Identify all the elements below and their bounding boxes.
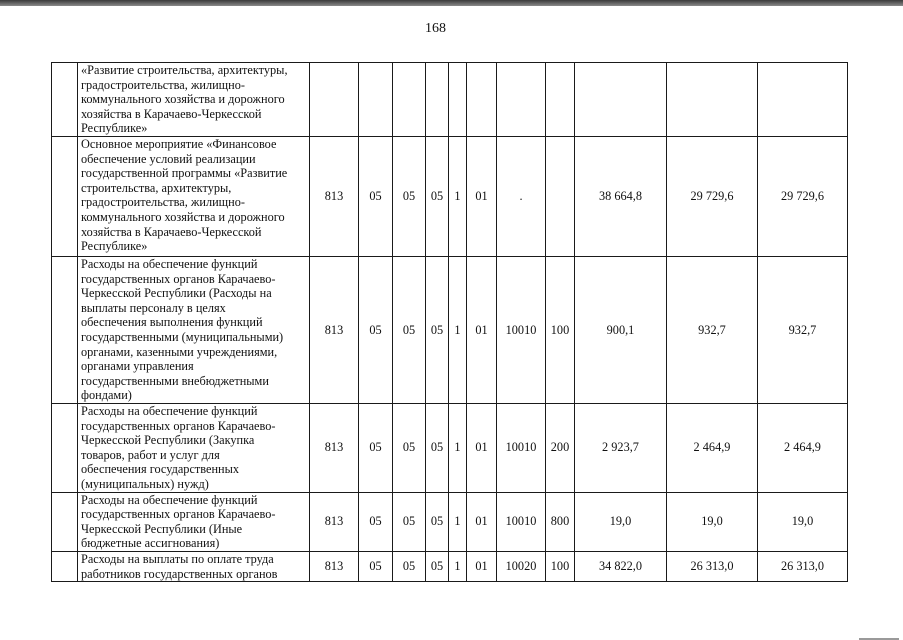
cell-amount-year-3: 2 464,9	[758, 403, 848, 492]
cell-expense-direction	[497, 63, 546, 137]
cell-gov-code	[310, 63, 359, 137]
cell-expense-type: 200	[546, 403, 575, 492]
table-row	[52, 136, 848, 256]
cell-amount-year-1: 900,1	[575, 256, 667, 403]
cell-section: 05	[359, 136, 393, 256]
cell-section: 05	[359, 256, 393, 403]
cell-event: 01	[467, 136, 497, 256]
cell-expense-direction: 10020	[497, 551, 546, 581]
cell-event: 01	[467, 403, 497, 492]
cell-amount-year-2: 19,0	[667, 492, 758, 551]
cell-amount-year-1: 2 923,7	[575, 403, 667, 492]
table-row	[52, 551, 848, 581]
cell-section: 05	[359, 551, 393, 581]
row-index-cell	[52, 256, 78, 403]
cell-program	[426, 63, 449, 137]
cell-subsection: 05	[393, 492, 426, 551]
cell-gov-code: 813	[310, 136, 359, 256]
row-name-cell: Основное мероприятие «Финансовое обеспечение условий реализации государственной программы «Развитие строительства, архитектуры, градостроительства, жилищно- коммунального хозяйства и дорожного хозяйства в Карачаево-Черкесской Республике»	[78, 136, 310, 256]
row-index-cell	[52, 492, 78, 551]
cell-expense-type	[546, 63, 575, 137]
cell-subsection: 05	[393, 136, 426, 256]
row-name-cell: Расходы на обеспечение функций государственных органов Карачаево- Черкесской Республики (Иные бюджетные ассигнования)	[78, 492, 310, 551]
cell-program: 05	[426, 136, 449, 256]
row-index-cell	[52, 551, 78, 581]
cell-amount-year-2: 26 313,0	[667, 551, 758, 581]
row-name-cell: Расходы на обеспечение функций государственных органов Карачаево- Черкесской Республики (Расходы на выплаты персоналу в целях обеспечения выполнения функций государственными (муниципальными) органами, казенными учреждениями, органами управления государственными внебюджетными фондами)	[78, 256, 310, 403]
cell-gov-code: 813	[310, 403, 359, 492]
cell-amount-year-3: 932,7	[758, 256, 848, 403]
cell-subsection: 05	[393, 551, 426, 581]
cell-amount-year-2: 932,7	[667, 256, 758, 403]
cell-subprogram: 1	[449, 136, 467, 256]
table-row	[52, 63, 848, 137]
cell-expense-direction: 10010	[497, 492, 546, 551]
cell-program: 05	[426, 551, 449, 581]
cell-program: 05	[426, 492, 449, 551]
cell-amount-year-1: 34 822,0	[575, 551, 667, 581]
cell-amount-year-2: 2 464,9	[667, 403, 758, 492]
row-index-cell	[52, 136, 78, 256]
cell-section: 05	[359, 403, 393, 492]
cell-amount-year-3: 19,0	[758, 492, 848, 551]
cell-amount-year-3: 29 729,6	[758, 136, 848, 256]
cell-program: 05	[426, 403, 449, 492]
cell-subsection: 05	[393, 403, 426, 492]
cell-expense-direction: .	[497, 136, 546, 256]
cell-amount-year-2: 29 729,6	[667, 136, 758, 256]
cell-subsection	[393, 63, 426, 137]
row-index-cell	[52, 63, 78, 137]
cell-expense-type: 100	[546, 256, 575, 403]
cell-amount-year-3: 26 313,0	[758, 551, 848, 581]
cell-amount-year-3	[758, 63, 848, 137]
cell-gov-code: 813	[310, 492, 359, 551]
cell-amount-year-1: 19,0	[575, 492, 667, 551]
cell-section: 05	[359, 492, 393, 551]
cell-subprogram: 1	[449, 403, 467, 492]
cell-event: 01	[467, 551, 497, 581]
cell-amount-year-1: 38 664,8	[575, 136, 667, 256]
cell-subprogram: 1	[449, 256, 467, 403]
row-name-cell: «Развитие строительства, архитектуры, градостроительства, жилищно- коммунального хозяйства и дорожного хозяйства в Карачаево-Черкесской Республике»	[78, 63, 310, 137]
row-index-cell	[52, 403, 78, 492]
scan-top-edge	[0, 0, 903, 6]
cell-amount-year-2	[667, 63, 758, 137]
cell-event	[467, 63, 497, 137]
cell-subprogram	[449, 63, 467, 137]
page-number: 168	[425, 21, 446, 36]
table-row	[52, 492, 848, 551]
cell-event: 01	[467, 256, 497, 403]
cell-expense-direction: 10010	[497, 256, 546, 403]
table-row	[52, 256, 848, 403]
table-row	[52, 403, 848, 492]
cell-subprogram: 1	[449, 492, 467, 551]
cell-amount-year-1	[575, 63, 667, 137]
cell-program: 05	[426, 256, 449, 403]
row-name-cell: Расходы на обеспечение функций государственных органов Карачаево- Черкесской Республики (Закупка товаров, работ и услуг для обеспечения государственных (муниципальных) нужд)	[78, 403, 310, 492]
cell-expense-type: 100	[546, 551, 575, 581]
cell-section	[359, 63, 393, 137]
cell-expense-direction: 10010	[497, 403, 546, 492]
cell-expense-type	[546, 136, 575, 256]
cell-gov-code: 813	[310, 551, 359, 581]
cell-subsection: 05	[393, 256, 426, 403]
row-name-cell: Расходы на выплаты по оплате труда работников государственных органов	[78, 551, 310, 581]
cell-subprogram: 1	[449, 551, 467, 581]
cell-expense-type: 800	[546, 492, 575, 551]
budget-table	[51, 62, 848, 582]
cell-gov-code: 813	[310, 256, 359, 403]
cell-event: 01	[467, 492, 497, 551]
